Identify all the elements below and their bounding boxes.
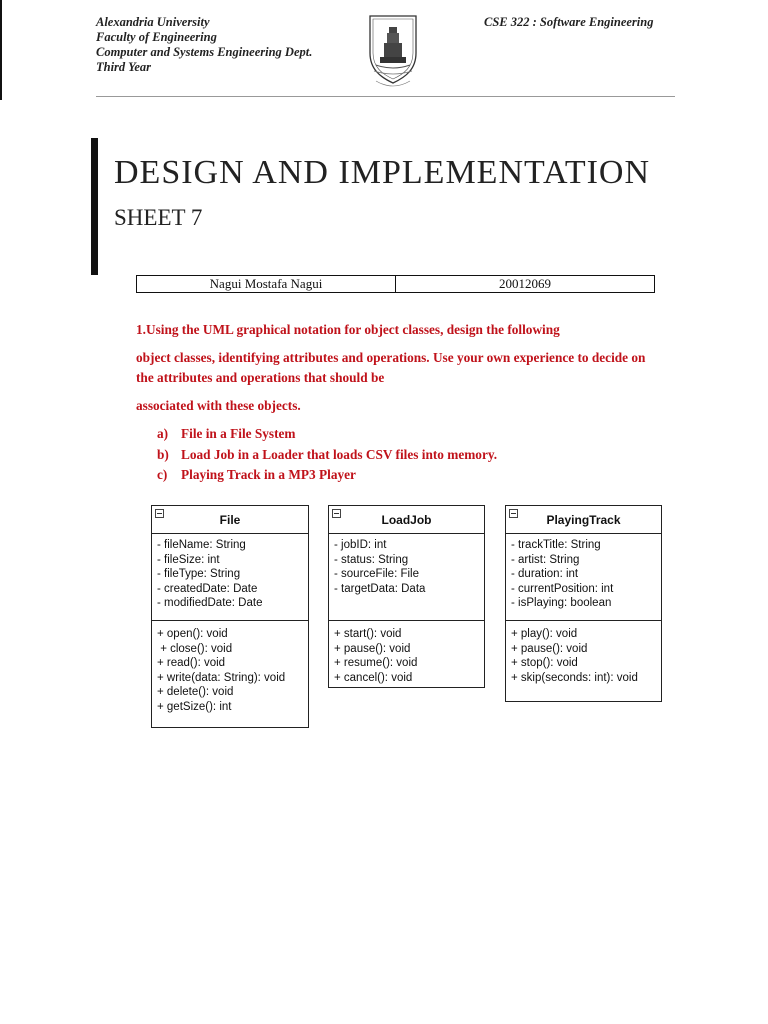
list-item	[157, 424, 497, 445]
uml-operation: + pause(): void	[334, 642, 411, 655]
collapse-icon[interactable]	[155, 509, 164, 518]
page-edge-mark	[0, 0, 2, 100]
list-item-text: File in a File System	[181, 426, 296, 441]
uml-operations	[506, 621, 661, 689]
uml-operation: + delete(): void	[157, 686, 234, 699]
uml-operation: + read(): void	[157, 657, 226, 670]
list-item-text: Load Job in a Loader that loads CSV files into memory.	[181, 446, 498, 462]
header-divider	[96, 96, 675, 97]
uml-operation: + start(): void	[334, 628, 402, 640]
list-marker: b)	[157, 446, 169, 462]
student-name: Nagui Mostafa Nagui	[137, 276, 396, 292]
question-line-1: 1.Using the UML graphical notation for object classes, design the following	[136, 322, 560, 337]
uml-attributes	[152, 534, 308, 621]
uml-attribute: - fileName: String	[157, 539, 246, 551]
course-title: CSE 322 : Software Engineering	[484, 15, 654, 29]
page-title: DESIGN AND IMPLEMENTATION	[114, 154, 651, 191]
institution-block	[96, 15, 312, 75]
uml-attribute: - modifiedDate: Date	[157, 597, 263, 610]
uml-attribute: - isPlaying: boolean	[511, 597, 612, 610]
uml-operation: + pause(): void	[511, 642, 588, 655]
uml-class-loadjob	[328, 505, 485, 688]
title-accent-bar	[91, 138, 98, 275]
uml-class-name: LoadJob	[381, 512, 432, 527]
list-item-text: Playing Track in a MP3 Player	[181, 467, 356, 482]
uml-operation: + play(): void	[511, 628, 578, 640]
uml-attribute: - jobID: int	[334, 539, 387, 551]
student-id: 20012069	[499, 276, 551, 291]
uml-operation: + skip(seconds: int): void	[511, 671, 638, 684]
list-marker: a)	[157, 426, 169, 441]
question-text	[136, 320, 656, 416]
uml-class-name: PlayingTrack	[546, 512, 621, 527]
question-items	[157, 424, 497, 486]
uml-class-header	[506, 506, 661, 534]
uml-attribute: - fileSize: int	[157, 553, 220, 566]
list-marker: c)	[157, 467, 168, 482]
university-seal-icon	[366, 13, 420, 89]
question-line-3: associated with these objects.	[136, 398, 301, 413]
question-line-2: object classes, identifying attributes and operations. Use your own experience to decide on the attributes and operations that should be	[136, 350, 646, 385]
faculty-name: Faculty of Engineering	[96, 30, 217, 44]
collapse-icon[interactable]	[332, 509, 341, 518]
uml-attributes	[506, 534, 661, 621]
uml-attribute: - currentPosition: int	[511, 582, 614, 595]
uml-attribute: - createdDate: Date	[157, 582, 258, 595]
uml-operations	[152, 621, 308, 719]
student-info-table	[136, 275, 655, 293]
uml-operation: + close(): void	[157, 642, 233, 655]
list-item	[157, 465, 497, 486]
academic-year: Third Year	[96, 60, 151, 74]
list-item	[157, 445, 497, 466]
university-name: Alexandria University	[96, 15, 210, 29]
uml-attribute: - sourceFile: File	[334, 568, 419, 581]
uml-operation: + getSize(): int	[157, 700, 232, 713]
collapse-icon[interactable]	[509, 509, 518, 518]
uml-operation: + write(data: String): void	[157, 671, 286, 684]
uml-class-file	[151, 505, 309, 728]
uml-attribute: - fileType: String	[157, 568, 241, 581]
uml-attribute: - trackTitle: String	[511, 539, 601, 551]
department-name: Computer and Systems Engineering Dept.	[96, 45, 313, 59]
uml-operation: + stop(): void	[511, 657, 578, 670]
uml-attribute: - duration: int	[511, 568, 579, 581]
uml-attribute: - status: String	[334, 553, 409, 566]
uml-operation: + resume(): void	[334, 657, 418, 670]
uml-class-playingtrack	[505, 505, 662, 702]
uml-operations	[329, 621, 484, 689]
uml-attributes	[329, 534, 484, 621]
uml-class-name: File	[219, 512, 241, 527]
sheet-number: SHEET 7	[114, 205, 203, 230]
uml-attribute: - targetData: Data	[334, 582, 426, 595]
uml-operation: + cancel(): void	[334, 671, 413, 684]
uml-attribute: - artist: String	[511, 553, 580, 566]
uml-class-header	[152, 506, 308, 534]
uml-operation: + open(): void	[157, 628, 228, 640]
uml-class-header	[329, 506, 484, 534]
